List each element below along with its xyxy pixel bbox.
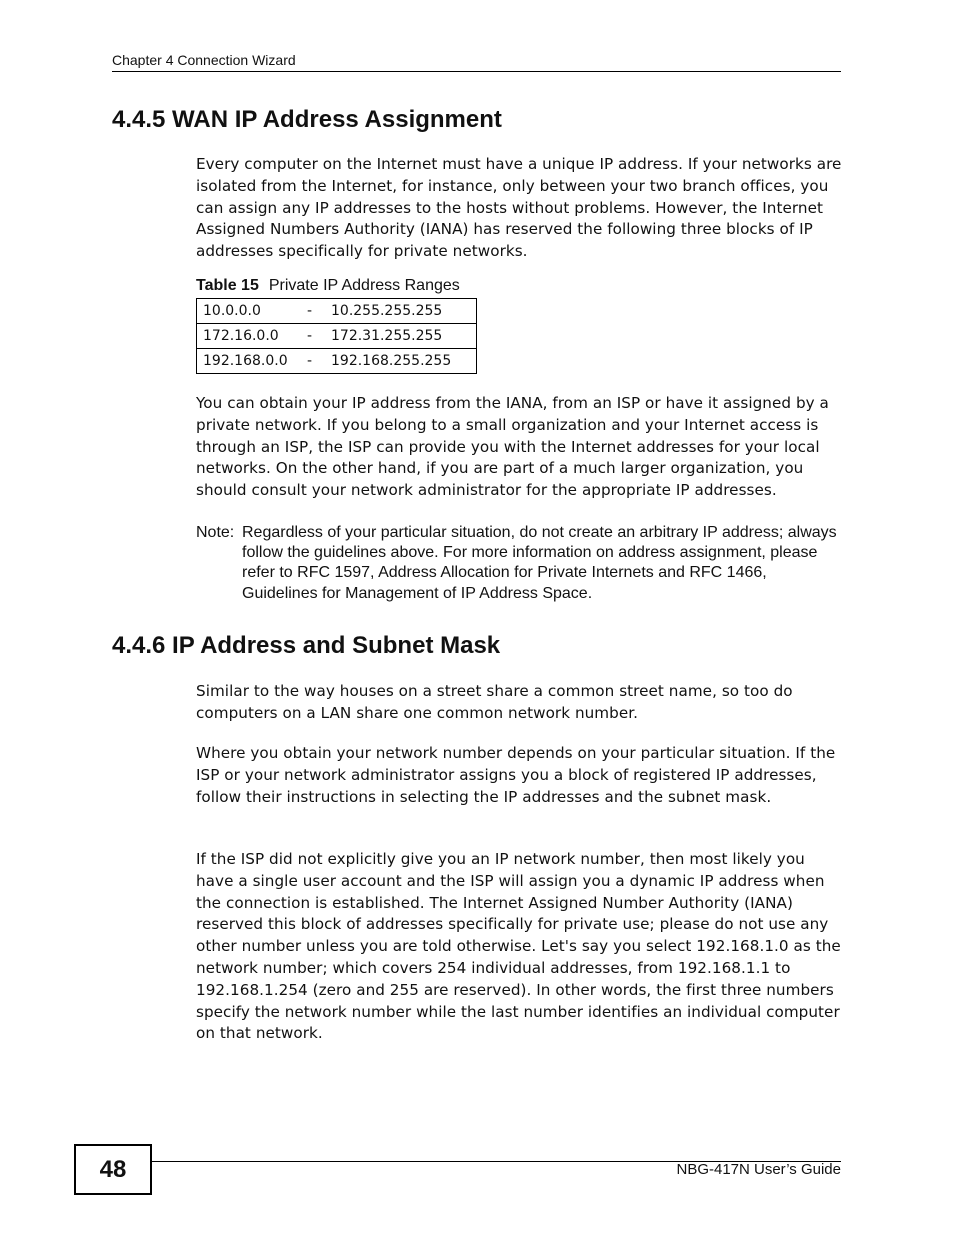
range-separator: - xyxy=(307,349,325,374)
range-separator: - xyxy=(307,299,325,324)
range-start: 192.168.0.0 xyxy=(197,349,308,374)
range-start: 172.16.0.0 xyxy=(197,324,308,349)
section-heading-wan-ip: 4.4.5 WAN IP Address Assignment xyxy=(112,106,502,133)
range-separator: - xyxy=(307,324,325,349)
section-heading-subnet-mask: 4.4.6 IP Address and Subnet Mask xyxy=(112,632,501,659)
table-caption xyxy=(196,277,460,295)
paragraph-obtain-ip: You can obtain your IP address from the IANA, from an ISP or have it assigned by a private network. If you belong to a small organization and your Internet access is through an ISP, the ISP can provide you with the Internet addresses for your local networks. On the other hand, if you are part of a much larger organization, you should consult your network administrator for the appropriate IP addresses. xyxy=(196,394,829,500)
guide-title: NBG-417N User’s Guide xyxy=(676,1161,841,1178)
page-number-box xyxy=(74,1144,152,1195)
table-title: Private IP Address Ranges xyxy=(268,277,460,294)
range-end: 192.168.255.255 xyxy=(325,349,477,374)
note-block xyxy=(196,523,846,604)
paragraph-network-number: Where you obtain your network number depends on your particular situation. If the ISP or your network administrator assigns you a block of registered IP addresses, follow their instructions in selecting the IP addresses and the subnet mask. xyxy=(196,744,836,806)
table-label: Table 15 xyxy=(196,277,259,294)
note-text: Regardless of your particular situation, do not create an arbitrary IP address; always follow the guidelines above. For more information on address assignment, please refer to RFC 1597, Address Allocation for Private Internets and RFC 1466, Guidelines for Management of IP Address Space. xyxy=(242,524,837,602)
note-label: Note: xyxy=(196,524,235,541)
range-end: 10.255.255.255 xyxy=(325,299,477,324)
page-number: 48 xyxy=(99,1155,127,1183)
table-row xyxy=(197,349,477,374)
paragraph-unique-ip: Every computer on the Internet must have a unique IP address. If your networks are isolated from the Internet, for instance, only between your two branch offices, you can assign any IP addresses to the hosts without problems. However, the Internet Assigned Numbers Authority (IANA) has reserved the following three blocks of IP addresses specifically for private networks. xyxy=(196,155,842,261)
table-row xyxy=(197,299,477,324)
range-start: 10.0.0.0 xyxy=(197,299,308,324)
private-ip-table xyxy=(196,298,477,374)
range-end: 172.31.255.255 xyxy=(325,324,477,349)
paragraph-street-analogy: Similar to the way houses on a street share a common street name, so too do computers on a LAN share one common network number. xyxy=(196,682,793,722)
paragraph-dynamic-ip: If the ISP did not explicitly give you an IP network number, then most likely you have a single user account and the ISP will assign you a dynamic IP address when the connection is established. The Internet Assigned Number Authority (IANA) reserved this block of addresses specifically for private use; please do not use any other number unless you are told otherwise. Let's say you select 192.168.1.0 as the network number; which covers 254 individual addresses, from 192.168.1.1 to 192.168.1.254 (zero and 255 are reserved). In other words, the first three numbers specify the network number while the last number identifies an individual computer on that network. xyxy=(196,850,841,1043)
table-row xyxy=(197,324,477,349)
running-header: Chapter 4 Connection Wizard xyxy=(112,52,296,68)
header-divider xyxy=(112,71,841,72)
